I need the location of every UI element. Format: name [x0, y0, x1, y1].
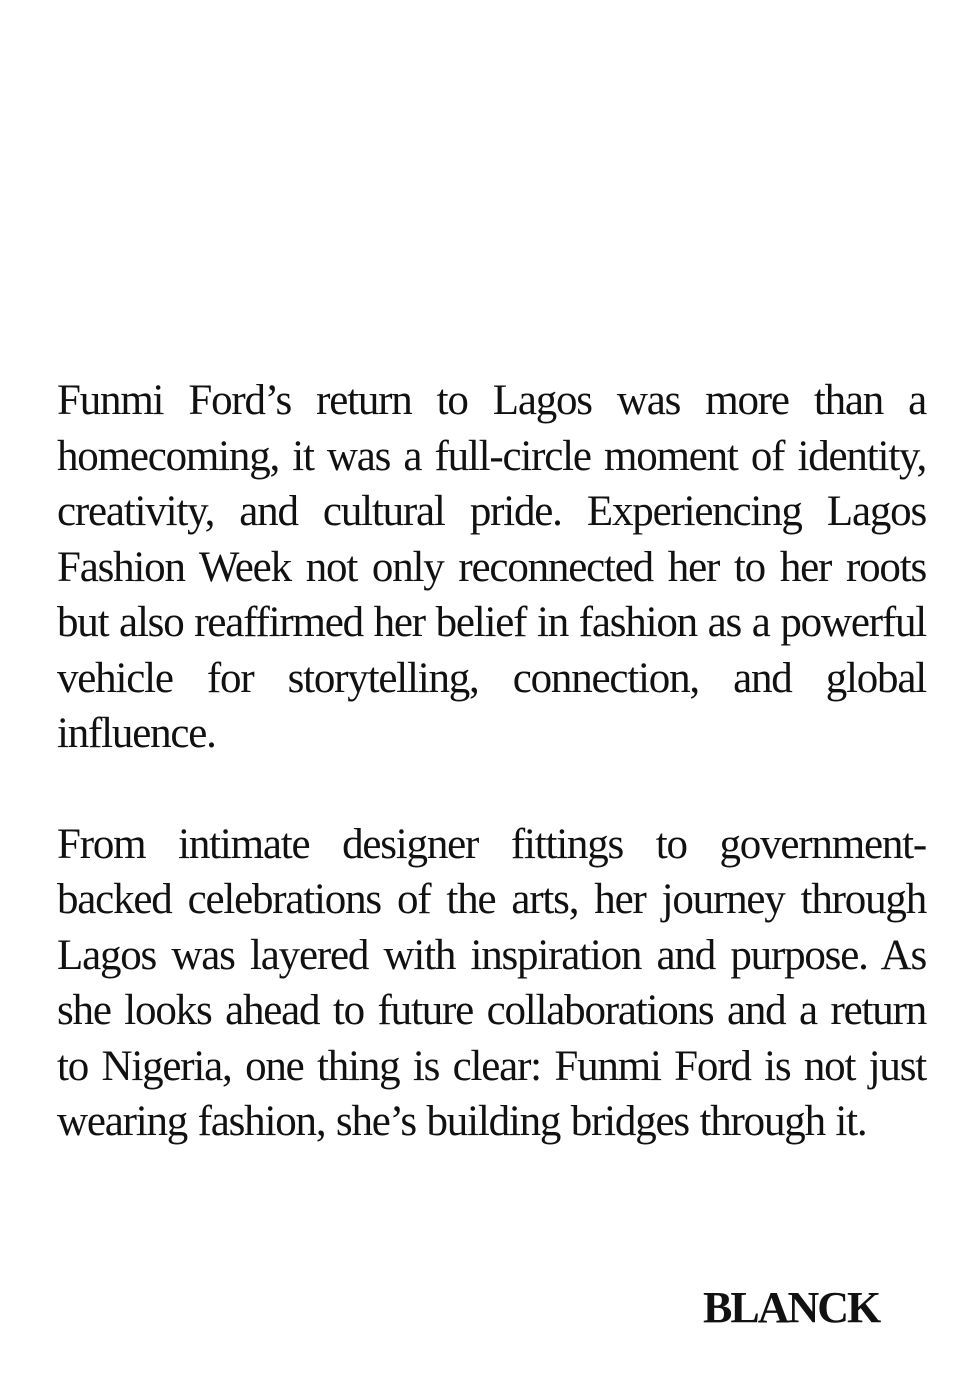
brand-logo: BLANCK [703, 1283, 880, 1332]
article-paragraph-2: From intimate designer fittings to government-backed celebrations of the arts, her journey through Lagos was layered with inspiration and purpose. As she looks ahead to future collaborations and a return to Nigeria, one thing is clear: Funmi Ford is not just wearing fashion, she’s building bridges through it. [57, 820, 926, 1145]
article-body [57, 373, 926, 1150]
article-paragraph-1: Funmi Ford’s return to Lagos was more than a homecoming, it was a full-circle moment of identity, creativity, and cultural pride. Experiencing Lagos Fashion Week not only reconnected her to her roots but also reaffirmed her belief in fashion as a powerful vehicle for storytelling, connection, and global influence. [57, 377, 926, 757]
